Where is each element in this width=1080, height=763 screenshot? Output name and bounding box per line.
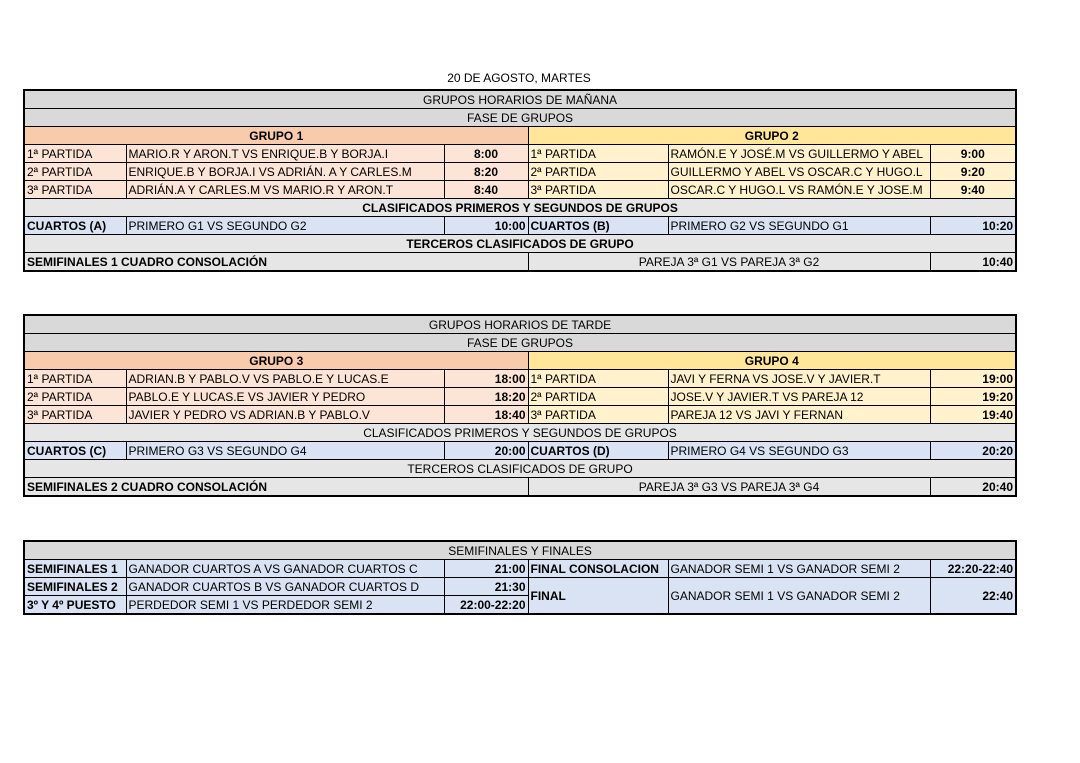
match-label: 3ª PARTIDA <box>24 406 126 424</box>
match-time: 9:40 <box>930 181 1016 199</box>
table-row <box>24 478 1016 497</box>
date-heading: 20 DE AGOSTO, MARTES <box>447 71 591 85</box>
finals-title: SEMIFINALES Y FINALES <box>24 541 1016 560</box>
match-time: 8:40 <box>444 181 528 199</box>
consolation-label: SEMIFINALES 1 CUADRO CONSOLACIÓN <box>24 253 528 272</box>
quarter-teams: PRIMERO G2 VS SEGUNDO G1 <box>668 217 930 235</box>
table-row <box>24 578 1016 596</box>
quarter-time: 20:00 <box>444 442 528 460</box>
quarter-time: 10:00 <box>444 217 528 235</box>
group-2-header: GRUPO 2 <box>528 127 1016 145</box>
match-label: 3ª PARTIDA <box>528 181 668 199</box>
semifinal-2-time: 21:30 <box>444 578 528 596</box>
consolation-time: 10:40 <box>930 253 1016 272</box>
match-teams: JOSE.V Y JAVIER.T VS PAREJA 12 <box>668 388 930 406</box>
match-time: 8:00 <box>444 145 528 163</box>
consolation-label: SEMIFINALES 2 CUADRO CONSOLACIÓN <box>24 478 528 497</box>
match-teams: MARIO.R Y ARON.T VS ENRIQUE.B Y BORJA.I <box>126 145 444 163</box>
quarter-time: 20:20 <box>930 442 1016 460</box>
afternoon-schedule-table <box>23 314 1017 497</box>
quarter-label: CUARTOS (D) <box>528 442 668 460</box>
match-time: 8:20 <box>444 163 528 181</box>
third-place-time: 22:00-22:20 <box>444 596 528 615</box>
semifinal-1-teams: GANADOR CUARTOS A VS GANADOR CUARTOS C <box>126 560 444 578</box>
group-4-header: GRUPO 4 <box>528 352 1016 370</box>
final-teams: GANADOR SEMI 1 VS GANADOR SEMI 2 <box>668 578 930 615</box>
quarter-teams: PRIMERO G1 VS SEGUNDO G2 <box>126 217 444 235</box>
semifinal-2-label: SEMIFINALES 2 <box>24 578 126 596</box>
table-row <box>24 217 1016 235</box>
match-label: 3ª PARTIDA <box>24 181 126 199</box>
match-time: 19:20 <box>930 388 1016 406</box>
match-teams: ADRIÁN.A Y CARLES.M VS MARIO.R Y ARON.T <box>126 181 444 199</box>
quarter-label: CUARTOS (B) <box>528 217 668 235</box>
match-teams: ADRIAN.B Y PABLO.V VS PABLO.E Y LUCAS.E <box>126 370 444 388</box>
match-teams: OSCAR.C Y HUGO.L VS RAMÓN.E Y JOSE.M <box>668 181 930 199</box>
qualifiers-heading: CLASIFICADOS PRIMEROS Y SEGUNDOS DE GRUPOS <box>24 424 1016 442</box>
match-label: 2ª PARTIDA <box>528 388 668 406</box>
match-label: 1ª PARTIDA <box>528 145 668 163</box>
table-row <box>24 181 1016 199</box>
match-teams: JAVI Y FERNA VS JOSE.V Y JAVIER.T <box>668 370 930 388</box>
quarter-teams: PRIMERO G4 VS SEGUNDO G3 <box>668 442 930 460</box>
morning-title: GRUPOS HORARIOS DE MAÑANA <box>24 90 1016 109</box>
quarter-time: 10:20 <box>930 217 1016 235</box>
afternoon-title: GRUPOS HORARIOS DE TARDE <box>24 315 1016 334</box>
group-1-header: GRUPO 1 <box>24 127 528 145</box>
match-label: 1ª PARTIDA <box>24 370 126 388</box>
consolation-teams: PAREJA 3ª G3 VS PAREJA 3ª G4 <box>528 478 930 497</box>
match-label: 3ª PARTIDA <box>528 406 668 424</box>
final-label: FINAL <box>528 578 668 615</box>
table-row <box>24 560 1016 578</box>
consolation-time: 20:40 <box>930 478 1016 497</box>
third-place-label: 3º Y 4º PUESTO <box>24 596 126 615</box>
match-label: 1ª PARTIDA <box>24 145 126 163</box>
morning-phase: FASE DE GRUPOS <box>24 109 1016 127</box>
match-teams: PAREJA 12 VS JAVI Y FERNAN <box>668 406 930 424</box>
match-teams: GUILLERMO Y ABEL VS OSCAR.C Y HUGO.L <box>668 163 930 181</box>
match-label: 1ª PARTIDA <box>528 370 668 388</box>
morning-schedule-table <box>23 89 1017 272</box>
match-time: 19:40 <box>930 406 1016 424</box>
table-row <box>24 145 1016 163</box>
table-row <box>24 253 1016 272</box>
match-time: 9:00 <box>930 145 1016 163</box>
match-label: 2ª PARTIDA <box>528 163 668 181</box>
thirds-heading: TERCEROS CLASIFICADOS DE GRUPO <box>24 235 1016 253</box>
match-time: 9:20 <box>930 163 1016 181</box>
table-row <box>24 370 1016 388</box>
afternoon-phase: FASE DE GRUPOS <box>24 334 1016 352</box>
thirds-heading: TERCEROS CLASIFICADOS DE GRUPO <box>24 460 1016 478</box>
match-teams: JAVIER Y PEDRO VS ADRIAN.B Y PABLO.V <box>126 406 444 424</box>
quarter-teams: PRIMERO G3 VS SEGUNDO G4 <box>126 442 444 460</box>
match-teams: ENRIQUE.B Y BORJA.I VS ADRIÁN. A Y CARLES.M <box>126 163 444 181</box>
consolation-teams: PAREJA 3ª G1 VS PAREJA 3ª G2 <box>528 253 930 272</box>
match-label: 2ª PARTIDA <box>24 163 126 181</box>
semifinal-1-time: 21:00 <box>444 560 528 578</box>
match-time: 18:20 <box>444 388 528 406</box>
final-time: 22:40 <box>930 578 1016 615</box>
table-row <box>24 406 1016 424</box>
table-row <box>24 442 1016 460</box>
quarter-label: CUARTOS (A) <box>24 217 126 235</box>
third-place-teams: PERDEDOR SEMI 1 VS PERDEDOR SEMI 2 <box>126 596 444 615</box>
final-consolation-teams: GANADOR SEMI 1 VS GANADOR SEMI 2 <box>668 560 930 578</box>
table-row <box>24 163 1016 181</box>
table-row <box>24 388 1016 406</box>
group-3-header: GRUPO 3 <box>24 352 528 370</box>
match-teams: PABLO.E Y LUCAS.E VS JAVIER Y PEDRO <box>126 388 444 406</box>
final-consolation-label: FINAL CONSOLACION <box>528 560 668 578</box>
match-teams: RAMÓN.E Y JOSÉ.M VS GUILLERMO Y ABEL <box>668 145 930 163</box>
quarter-label: CUARTOS (C) <box>24 442 126 460</box>
qualifiers-heading: CLASIFICADOS PRIMEROS Y SEGUNDOS DE GRUPOS <box>24 199 1016 217</box>
finals-schedule-table <box>23 540 1017 615</box>
final-consolation-time: 22:20-22:40 <box>930 560 1016 578</box>
semifinal-2-teams: GANADOR CUARTOS B VS GANADOR CUARTOS D <box>126 578 444 596</box>
match-time: 18:00 <box>444 370 528 388</box>
match-time: 19:00 <box>930 370 1016 388</box>
semifinal-1-label: SEMIFINALES 1 <box>24 560 126 578</box>
match-label: 2ª PARTIDA <box>24 388 126 406</box>
match-time: 18:40 <box>444 406 528 424</box>
